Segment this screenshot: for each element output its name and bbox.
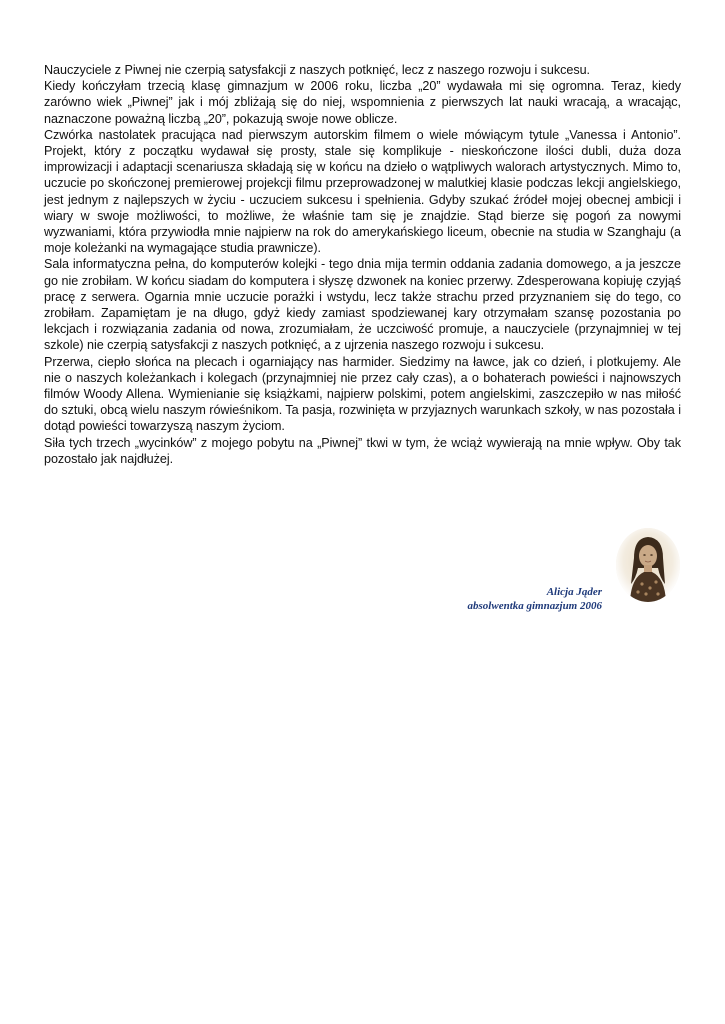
signature-block	[410, 528, 680, 618]
paragraph-film: Czwórka nastolatek pracująca nad pierwszym autorskim filmem o wiele mówiącym tytule „Vanessa i Antonio”. Projekt, który z początku wydawał się prosty, stale się komplikuje - nieskończone ilości dubli, duża doza improwizacji i adaptacji scenariusza składają się w końcu na dzieło o wątpliwych walorach artystycznych. Mimo to, uczucie po skończonej premierowej projekcji filmu przeprowadzonej w malutkiej klasie podczas lekcji angielskiego, jest jednym z najlepszych w życiu - uczuciem sukcesu i spełnienia. Gdyby szukać źródeł mojej obecnej ambicji i wiary w swoje możliwości, to możliwe, że właśnie tam się je znajdzie. Stąd bierze się pogoń za nowymi wyzwaniami, która przywiodła mnie najpierw na rok do amerykańskiego liceum, obecnie na studia w Szanghaju (a moje koleżanki na wymagające studia prawnicze).	[44, 127, 681, 256]
article-body	[44, 62, 681, 467]
author-photo	[616, 528, 680, 602]
paragraph-intro: Nauczyciele z Piwnej nie czerpią satysfakcji z naszych potknięć, lecz z naszego rozwoju i sukcesu.	[44, 63, 590, 77]
author-name: Alicja Jąder	[546, 586, 602, 598]
author-portrait-image	[616, 528, 680, 602]
paragraph-break: Przerwa, ciepło słońca na plecach i ogarniający nas harmider. Siedzimy na ławce, jak co dzień, i plotkujemy. Ale nie o naszych koleżankach i kolegach (przynajmniej nie przez cały czas), a o bohaterach powieści i najnowszych filmów Woody Allena. Wymienianie się książkami, najpierw polskimi, potem angielskimi, zaszczepiło w nas miłość do sztuki, obcą wielu naszym rówieśnikom. Ta pasja, rozwinięta w przyjaznych warunkach szkoły, w nas pozostała i dotąd powieści towarzyszą naszym życiom.	[44, 354, 681, 434]
author-role: absolwentka gimnazjum 2006	[467, 600, 602, 612]
paragraph-conclusion: Siła tych trzech „wycinków” z mojego pobytu na „Piwnej” tkwi w tym, że wciąż wywierają na mnie wpływ. Oby tak pozostało jak najdłużej.	[44, 435, 681, 466]
paragraph-computer-room: Sala informatyczna pełna, do komputerów kolejki - tego dnia mija termin oddania zadania domowego, a ja jeszcze go nie zrobiłam. W końcu siadam do komputera i słyszę dzwonek na koniec przerwy. Zdesperowana kopiuję czyjąś pracę z serwera. Ogarnia mnie uczucie porażki i wstydu, lecz także strachu przed przyznaniem się do tego, co zrobiłam. Zapamiętam je na długo, gdyż kiedy zamiast spodziewanej kary otrzymałam szansę pozostania po lekcjach i rozwiązania zadania od nowa, zrozumiałam, że uczciwość promuje, a nauczyciele (przynajmniej w tej szkole) nie czerpią satysfakcji z naszych potknięć, a z ujrzenia naszego rozwoju i sukcesu.	[44, 257, 681, 353]
paragraph-memories: Kiedy kończyłam trzecią klasę gimnazjum w 2006 roku, liczba „20” wydawała mi się ogromna. Teraz, kiedy zarówno wiek „Piwnej” jak i mój zbliżają się do niej, wspomnienia z pierwszych lat nauki wracają, a wracając, naznaczone poważną liczbą „20”, pokazują swoje nowe oblicze.	[44, 79, 681, 126]
